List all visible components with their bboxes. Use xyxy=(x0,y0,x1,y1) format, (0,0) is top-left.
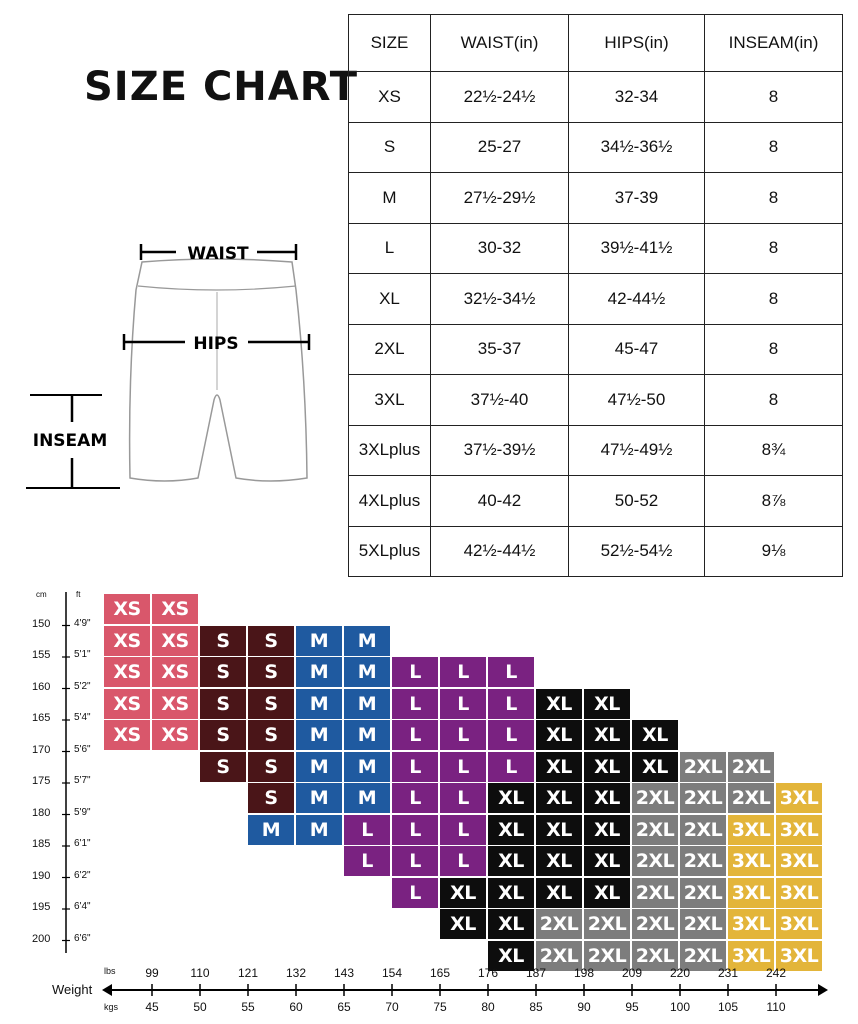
size-cell-xs: XS xyxy=(152,594,198,624)
size-cell-xl: XL xyxy=(584,815,630,845)
shorts-outline xyxy=(130,259,307,481)
size-cell-2xl: 2XL xyxy=(632,783,678,813)
weight-kgs-label: 55 xyxy=(241,1000,255,1014)
ft-unit: ft xyxy=(76,590,81,599)
page-title: SIZE CHART xyxy=(84,64,359,110)
header-size: SIZE xyxy=(349,15,431,72)
weight-kgs-label: 75 xyxy=(433,1000,447,1014)
height-cm-label: 195 xyxy=(32,901,51,913)
weight-lbs-label: 198 xyxy=(573,966,595,980)
size-cell-l: L xyxy=(440,720,486,750)
height-ft-label: 6'2" xyxy=(74,869,91,881)
inseam-cell: 8 xyxy=(705,324,843,375)
weight-kgs-label: 90 xyxy=(577,1000,591,1014)
height-ft-label: 5'9" xyxy=(74,806,91,818)
table-row xyxy=(349,223,843,274)
height-ft-label: 5'6" xyxy=(74,743,91,755)
cm-unit: cm xyxy=(36,590,47,599)
height-ft-label: 4'9" xyxy=(74,617,91,629)
size-cell-l: L xyxy=(392,815,438,845)
size-cell: 2XL xyxy=(349,324,431,375)
waist-cell: 25-27 xyxy=(431,122,569,173)
size-cell: S xyxy=(349,122,431,173)
size-cell-xl: XL xyxy=(584,720,630,750)
inseam-cell: 8⅞ xyxy=(705,476,843,527)
weight-kgs-label: 110 xyxy=(766,1000,786,1014)
weight-lbs-label: 132 xyxy=(285,966,307,980)
size-cell-m: M xyxy=(344,783,390,813)
waist-cell: 35-37 xyxy=(431,324,569,375)
size-cell-m: M xyxy=(296,783,342,813)
size-cell: XS xyxy=(349,72,431,123)
size-cell-m: M xyxy=(296,815,342,845)
height-cm-label: 190 xyxy=(32,869,51,882)
size-cell-xl: XL xyxy=(488,846,534,876)
waist-cell: 27½-29½ xyxy=(431,173,569,224)
waist-cell: 30-32 xyxy=(431,223,569,274)
waist-cell: 37½-39½ xyxy=(431,425,569,476)
height-cm-label: 185 xyxy=(32,838,51,850)
size-cell-2xl: 2XL xyxy=(632,909,678,939)
height-cm-label: 175 xyxy=(32,775,51,787)
size-cell-xs: XS xyxy=(104,720,150,750)
inseam-cell: 9⅛ xyxy=(705,526,843,577)
size-cell-xs: XS xyxy=(104,689,150,719)
height-ft-label: 5'4" xyxy=(74,712,91,723)
weight-lbs-label: 187 xyxy=(525,966,547,980)
size-cell-m: M xyxy=(344,626,390,656)
weight-kgs-label: 105 xyxy=(717,1000,739,1014)
size-cell-l: L xyxy=(392,783,438,813)
size-cell-m: M xyxy=(296,752,342,782)
hips-cell: 39½-41½ xyxy=(569,223,705,274)
size-cell-3xl: 3XL xyxy=(776,909,822,939)
size-cell-m: M xyxy=(344,657,390,687)
size-cell: M xyxy=(349,173,431,224)
size-cell-l: L xyxy=(440,689,486,719)
weight-kgs-label: 70 xyxy=(385,1000,399,1014)
size-cell-2xl: 2XL xyxy=(584,909,630,939)
size-cell-xl: XL xyxy=(536,846,582,876)
size-cell-xs: XS xyxy=(104,626,150,656)
size-cell-s: S xyxy=(248,720,294,750)
weight-lbs-label: 209 xyxy=(621,966,643,980)
size-cell-3xl: 3XL xyxy=(776,878,822,908)
size-cell-xl: XL xyxy=(536,878,582,908)
size-cell-xl: XL xyxy=(584,689,630,719)
size-cell-xl: XL xyxy=(536,752,582,782)
size-cell-xl: XL xyxy=(584,846,630,876)
size-cell-xl: XL xyxy=(584,752,630,782)
size-cell-l: L xyxy=(392,878,438,908)
size-cell-3xl: 3XL xyxy=(728,909,774,939)
size-cell-2xl: 2XL xyxy=(680,752,726,782)
size-cell-l: L xyxy=(440,657,486,687)
size-cell-xs: XS xyxy=(152,720,198,750)
size-cell-s: S xyxy=(248,689,294,719)
size-cell-xs: XS xyxy=(104,657,150,687)
weight-lbs-label: 154 xyxy=(381,966,403,980)
hips-cell: 47½-49½ xyxy=(569,425,705,476)
waist-cell: 40-42 xyxy=(431,476,569,527)
weight-axis-label: Weight xyxy=(52,982,93,997)
weight-kgs-label: 95 xyxy=(625,1000,639,1014)
size-cell-xl: XL xyxy=(536,720,582,750)
inseam-cell: 8 xyxy=(705,375,843,426)
shorts-diagram xyxy=(20,230,340,500)
size-cell-3xl: 3XL xyxy=(728,846,774,876)
size-cell-2xl: 2XL xyxy=(728,783,774,813)
size-cell-3xl: 3XL xyxy=(728,878,774,908)
size-cell-l: L xyxy=(488,689,534,719)
weight-lbs-label: 143 xyxy=(333,966,355,980)
table-row xyxy=(349,274,843,325)
size-cell-l: L xyxy=(392,689,438,719)
height-ft-label: 6'4" xyxy=(74,901,91,912)
size-cell-2xl: 2XL xyxy=(536,909,582,939)
size-cell-s: S xyxy=(200,720,246,750)
size-cell-xs: XS xyxy=(104,594,150,624)
size-table xyxy=(348,14,843,577)
size-cell-l: L xyxy=(440,815,486,845)
size-cell-s: S xyxy=(200,689,246,719)
size-cell-xl: XL xyxy=(536,689,582,719)
size-cell-l: L xyxy=(392,752,438,782)
size-cell-2xl: 2XL xyxy=(632,878,678,908)
weight-kgs-label: 50 xyxy=(193,1000,207,1014)
size-cell-m: M xyxy=(296,720,342,750)
weight-lbs-label: 99 xyxy=(145,966,159,980)
size-cell-xl: XL xyxy=(584,783,630,813)
table-row xyxy=(349,375,843,426)
size-cell-m: M xyxy=(296,689,342,719)
waist-cell: 37½-40 xyxy=(431,375,569,426)
size-cell-3xl: 3XL xyxy=(776,815,822,845)
size-cell-l: L xyxy=(392,720,438,750)
size-cell-2xl: 2XL xyxy=(680,815,726,845)
size-table-body xyxy=(349,72,843,577)
size-cell-3xl: 3XL xyxy=(776,783,822,813)
hips-cell: 42-44½ xyxy=(569,274,705,325)
size-cell-l: L xyxy=(392,846,438,876)
size-cell-xl: XL xyxy=(632,720,678,750)
height-cm-label: 180 xyxy=(32,806,51,819)
size-cell-2xl: 2XL xyxy=(680,941,726,971)
size-cell-s: S xyxy=(200,657,246,687)
size-cell-s: S xyxy=(248,752,294,782)
table-row xyxy=(349,324,843,375)
hips-cell: 37-39 xyxy=(569,173,705,224)
height-ft-label: 5'1" xyxy=(74,649,91,660)
height-cm-label: 150 xyxy=(32,617,51,630)
size-cell-2xl: 2XL xyxy=(536,941,582,971)
height-cm-label: 155 xyxy=(32,649,51,661)
size-cell-m: M xyxy=(344,720,390,750)
size-cell-3xl: 3XL xyxy=(776,941,822,971)
size-cell-xl: XL xyxy=(488,909,534,939)
size-cell-m: M xyxy=(344,752,390,782)
size-cell-l: L xyxy=(488,720,534,750)
size-cell-xl: XL xyxy=(488,878,534,908)
waist-label: WAIST xyxy=(187,244,249,264)
size-cell: 3XL xyxy=(349,375,431,426)
inseam-cell: 8 xyxy=(705,122,843,173)
height-cm-label: 165 xyxy=(32,712,51,724)
height-ft-label: 6'6" xyxy=(74,932,91,944)
weight-lbs-label: 220 xyxy=(669,966,691,980)
size-cell-l: L xyxy=(440,752,486,782)
size-cell-xl: XL xyxy=(536,783,582,813)
hips-cell: 50-52 xyxy=(569,476,705,527)
inseam-cell: 8 xyxy=(705,173,843,224)
size-cell: 5XLplus xyxy=(349,526,431,577)
size-cell-l: L xyxy=(488,752,534,782)
size-cell-s: S xyxy=(248,783,294,813)
hips-cell: 52½-54½ xyxy=(569,526,705,577)
inseam-cell: 8¾ xyxy=(705,425,843,476)
size-cell-xs: XS xyxy=(152,626,198,656)
hips-cell: 45-47 xyxy=(569,324,705,375)
hips-cell: 47½-50 xyxy=(569,375,705,426)
inseam-cell: 8 xyxy=(705,274,843,325)
height-cm-label: 170 xyxy=(32,743,51,756)
size-cell-l: L xyxy=(344,846,390,876)
waist-cell: 32½-34½ xyxy=(431,274,569,325)
weight-kgs-label: 85 xyxy=(529,1000,543,1014)
size-cell-2xl: 2XL xyxy=(584,941,630,971)
size-cell-2xl: 2XL xyxy=(632,941,678,971)
size-cell-2xl: 2XL xyxy=(680,909,726,939)
size-cell-3xl: 3XL xyxy=(776,846,822,876)
weight-kgs-label: 80 xyxy=(481,1000,495,1014)
height-ft-label: 5'2" xyxy=(74,680,91,692)
size-cell: L xyxy=(349,223,431,274)
height-ft-label: 5'7" xyxy=(74,775,91,786)
lbs-unit-label: lbs xyxy=(104,966,116,976)
table-header-row xyxy=(349,15,843,72)
size-cell-2xl: 2XL xyxy=(680,783,726,813)
weight-kgs-label: 45 xyxy=(145,1000,159,1014)
weight-lbs-label: 121 xyxy=(237,966,259,980)
hips-label: HIPS xyxy=(193,334,239,354)
weight-lbs-label: 110 xyxy=(190,966,210,980)
size-cell-2xl: 2XL xyxy=(632,846,678,876)
weight-lbs-label: 231 xyxy=(717,966,739,980)
inseam-cell: 8 xyxy=(705,223,843,274)
size-cell-2xl: 2XL xyxy=(728,752,774,782)
size-cell-xl: XL xyxy=(536,815,582,845)
size-cell-xs: XS xyxy=(152,657,198,687)
size-cell-xl: XL xyxy=(488,783,534,813)
weight-kgs-label: 100 xyxy=(669,1000,691,1014)
inseam-label: INSEAM xyxy=(32,431,108,451)
weight-lbs-label: 242 xyxy=(765,966,787,980)
size-cell-xl: XL xyxy=(440,878,486,908)
size-cell-2xl: 2XL xyxy=(632,815,678,845)
size-cell-xl: XL xyxy=(440,909,486,939)
size-cell: 4XLplus xyxy=(349,476,431,527)
waist-cell: 42½-44½ xyxy=(431,526,569,577)
header-inseam: INSEAM(in) xyxy=(705,15,843,72)
size-cell-l: L xyxy=(344,815,390,845)
table-row xyxy=(349,476,843,527)
size-cell-xl: XL xyxy=(584,878,630,908)
table-row xyxy=(349,72,843,123)
size-cell-xl: XL xyxy=(488,941,534,971)
size-cell-xs: XS xyxy=(152,689,198,719)
size-cell-l: L xyxy=(440,846,486,876)
size-cell-l: L xyxy=(392,657,438,687)
size-cell: XL xyxy=(349,274,431,325)
size-cell-l: L xyxy=(440,783,486,813)
weight-lbs-label: 176 xyxy=(477,966,499,980)
size-cell-3xl: 3XL xyxy=(728,815,774,845)
table-row xyxy=(349,526,843,577)
size-cell-m: M xyxy=(296,657,342,687)
size-cell-xl: XL xyxy=(632,752,678,782)
hips-cell: 32-34 xyxy=(569,72,705,123)
height-cm-label: 160 xyxy=(32,680,51,693)
size-cell-m: M xyxy=(344,689,390,719)
size-cell-s: S xyxy=(248,626,294,656)
header-hips: HIPS(in) xyxy=(569,15,705,72)
size-cell-s: S xyxy=(200,626,246,656)
table-row xyxy=(349,425,843,476)
weight-kgs-label: 65 xyxy=(337,1000,351,1014)
hips-cell: 34½-36½ xyxy=(569,122,705,173)
header-waist: WAIST(in) xyxy=(431,15,569,72)
size-cell-2xl: 2XL xyxy=(680,878,726,908)
size-cell-xl: XL xyxy=(488,815,534,845)
size-cell-2xl: 2XL xyxy=(680,846,726,876)
table-row xyxy=(349,122,843,173)
waist-cell: 22½-24½ xyxy=(431,72,569,123)
inseam-cell: 8 xyxy=(705,72,843,123)
size-cell-s: S xyxy=(200,752,246,782)
height-cm-label: 200 xyxy=(32,932,51,945)
size-cell-m: M xyxy=(296,626,342,656)
height-ft-label: 6'1" xyxy=(74,838,91,849)
weight-lbs-label: 165 xyxy=(429,966,451,980)
kgs-unit-label: kgs xyxy=(104,1002,119,1012)
size-cell-m: M xyxy=(248,815,294,845)
size-cell-3xl: 3XL xyxy=(728,941,774,971)
height-weight-grid xyxy=(0,588,858,1024)
size-cell-s: S xyxy=(248,657,294,687)
size-cell-l: L xyxy=(488,657,534,687)
table-row xyxy=(349,173,843,224)
weight-kgs-label: 60 xyxy=(289,1000,303,1014)
size-cell: 3XLplus xyxy=(349,425,431,476)
